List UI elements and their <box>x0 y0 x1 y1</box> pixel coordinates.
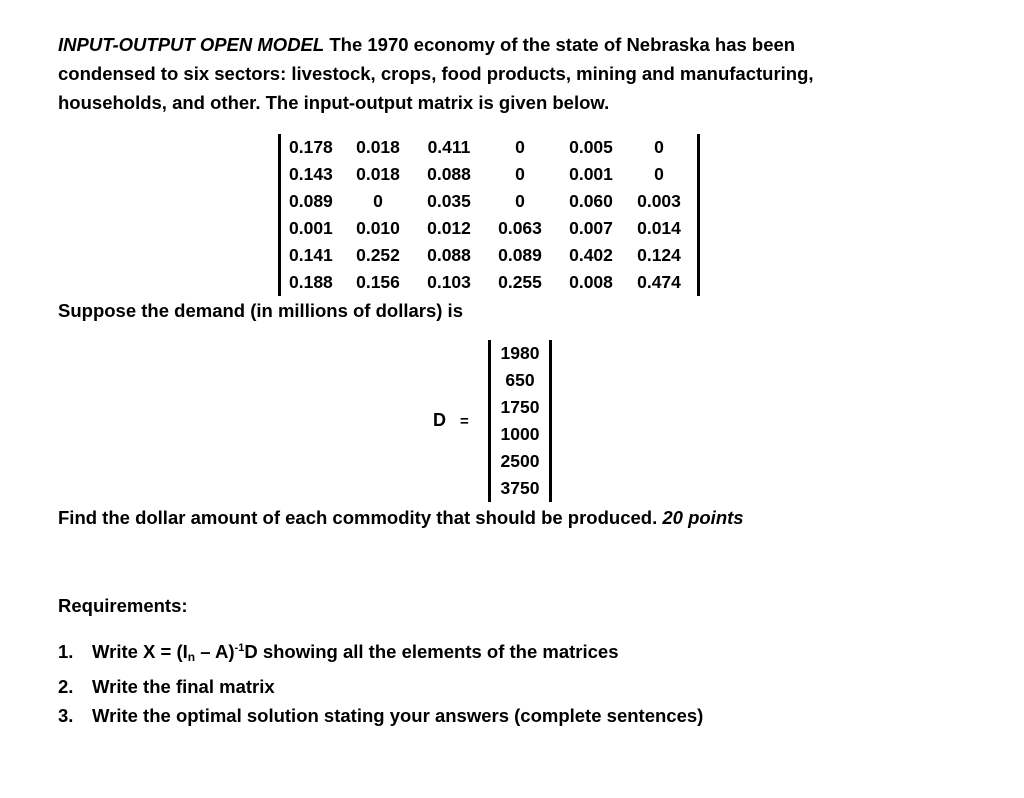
matrix-cell: 0.088 <box>427 245 471 265</box>
matrix-cell: 0 <box>373 191 383 211</box>
matrix-cell: 0.103 <box>427 272 471 292</box>
matrix-cell: 0.402 <box>569 245 613 265</box>
demand-value: 1000 <box>500 424 540 444</box>
demand-symbol: D <box>433 410 446 430</box>
equals-sign: = <box>460 413 469 430</box>
requirements-list <box>58 634 703 730</box>
requirement-number: 2. <box>58 676 74 697</box>
matrix-cell: 0.018 <box>356 137 400 157</box>
matrix-cell: 0.060 <box>569 191 613 211</box>
matrix-cell: 0.005 <box>569 137 613 157</box>
requirement-number: 1. <box>58 641 74 662</box>
matrix-row <box>289 188 691 215</box>
matrix-cell: 0.014 <box>637 218 681 238</box>
requirement-text: Write the optimal solution stating your answers (complete sentences) <box>92 705 704 726</box>
matrix-table <box>289 134 691 296</box>
matrix-cell: 0.001 <box>569 164 613 184</box>
requirement-item-2 <box>58 672 703 701</box>
matrix-cell: 0.035 <box>427 191 471 211</box>
matrix-cell: 0.010 <box>356 218 400 238</box>
task-points: 20 points <box>662 507 744 528</box>
demand-value: 3750 <box>500 478 540 498</box>
matrix-cell: 0.018 <box>356 164 400 184</box>
matrix-row <box>289 242 691 269</box>
problem-title: INPUT-OUTPUT OPEN MODEL <box>58 34 325 55</box>
demand-value: 1980 <box>500 343 540 363</box>
task-statement <box>58 503 858 532</box>
demand-value: 650 <box>505 370 535 390</box>
requirement-text-part: Write X = (I <box>92 641 188 662</box>
matrix-row <box>289 161 691 188</box>
matrix-cell: 0.156 <box>356 272 400 292</box>
matrix-cell: 0.252 <box>356 245 400 265</box>
requirements-title: Requirements: <box>58 595 188 616</box>
demand-vector <box>488 340 552 502</box>
matrix-cell: 0.089 <box>498 245 542 265</box>
matrix-cell: 0 <box>515 164 525 184</box>
matrix-cell: 0.063 <box>498 218 542 238</box>
task-text: Find the dollar amount of each commodity that should be produced. <box>58 507 663 528</box>
demand-value: 2500 <box>500 451 540 471</box>
matrix-cell: 0.188 <box>289 272 333 292</box>
input-output-matrix <box>278 134 700 296</box>
inverse-superscript: -1 <box>234 642 245 654</box>
demand-intro: Suppose the demand (in millions of dollars) is <box>58 300 463 321</box>
matrix-row <box>289 215 691 242</box>
matrix-row <box>289 269 691 296</box>
identity-subscript: n <box>187 650 196 664</box>
matrix-cell: 0.089 <box>289 191 333 211</box>
matrix-cell: 0.143 <box>289 164 333 184</box>
demand-value: 1750 <box>500 397 540 417</box>
demand-label <box>433 410 469 431</box>
matrix-cell: 0.178 <box>289 137 333 157</box>
matrix-cell: 0 <box>515 137 525 157</box>
matrix-cell: 0.012 <box>427 218 471 238</box>
requirement-number: 3. <box>58 705 74 726</box>
problem-intro <box>58 30 858 117</box>
matrix-row <box>289 134 691 161</box>
matrix-cell: 0.003 <box>637 191 681 211</box>
requirement-item-1 <box>58 634 703 672</box>
matrix-cell: 0.474 <box>637 272 681 292</box>
matrix-cell: 0 <box>654 164 664 184</box>
requirement-item-3 <box>58 701 703 730</box>
matrix-cell: 0.124 <box>637 245 681 265</box>
matrix-cell: 0 <box>515 191 525 211</box>
matrix-cell: 0.008 <box>569 272 613 292</box>
matrix-cell: 0.007 <box>569 218 613 238</box>
matrix-cell: 0.001 <box>289 218 333 238</box>
matrix-cell: 0 <box>654 137 664 157</box>
matrix-cell: 0.255 <box>498 272 542 292</box>
matrix-cell: 0.141 <box>289 245 333 265</box>
problem-description: The 1970 economy of the state of Nebraska has been condensed to six sectors: livestock, crops, food products, mining and manufacturing, households, and other. The input-output matrix is given below. <box>58 34 814 113</box>
requirement-text-part: – A) <box>195 641 235 662</box>
matrix-cell: 0.411 <box>427 137 471 157</box>
matrix-cell: 0.088 <box>427 164 471 184</box>
requirement-text: Write the final matrix <box>92 676 275 697</box>
requirement-text-part: D showing all the elements of the matrices <box>244 641 619 662</box>
